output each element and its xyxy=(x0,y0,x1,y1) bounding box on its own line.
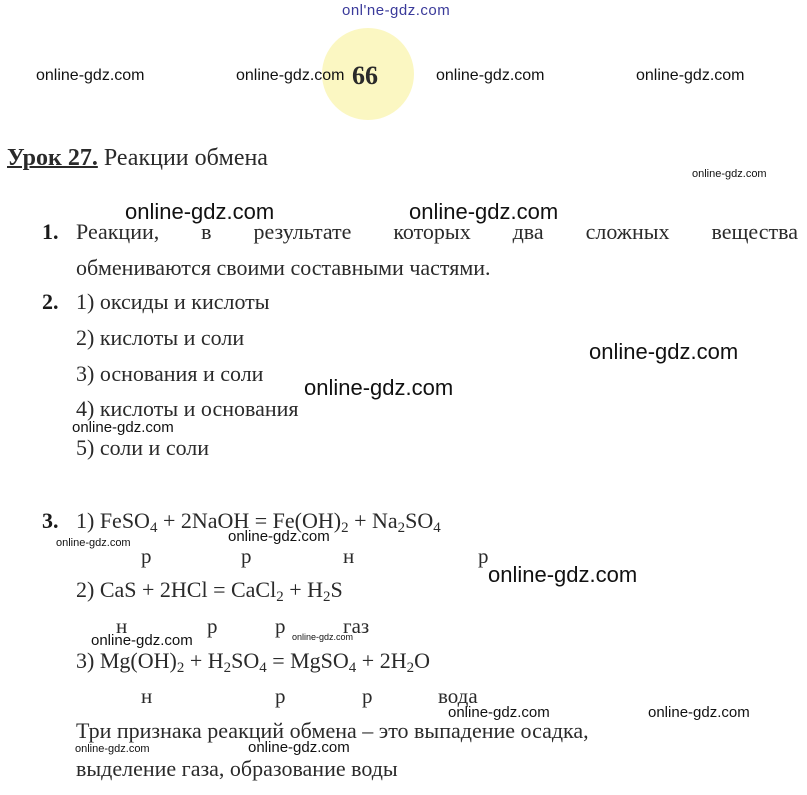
eq-subscript: 2 xyxy=(341,520,349,537)
eq-subscript: 2 xyxy=(323,589,331,606)
watermark: online-gdz.com xyxy=(125,199,275,224)
watermark: online-gdz.com xyxy=(409,199,559,224)
q2-item: 3) основания и соли xyxy=(76,361,264,386)
eq-text: S xyxy=(330,577,343,602)
conclusion-line: выделение газа, образование воды xyxy=(76,756,398,781)
eq3-label: р xyxy=(362,684,373,708)
watermark: online-gdz.com xyxy=(56,537,131,549)
watermark: online-gdz.com xyxy=(304,375,454,400)
eq-subscript: 4 xyxy=(149,520,158,537)
eq-subscript: 4 xyxy=(433,520,441,537)
watermark: online-gdz.com xyxy=(75,743,150,755)
eq-text: SO xyxy=(405,508,434,533)
eq2-label: р xyxy=(275,614,286,638)
q2-item: 1) оксиды и кислоты xyxy=(76,289,270,314)
watermark: online-gdz.com xyxy=(236,67,345,84)
page-number: 66 xyxy=(352,61,378,90)
q1-line2: обмениваются своими составными частями. xyxy=(76,255,491,280)
eq-subscript: 2 xyxy=(406,660,415,677)
watermark: online-gdz.com xyxy=(248,739,350,756)
eq-subscript: 2 xyxy=(223,660,232,677)
conclusion-line: Три признака реакций обмена – это выпадение осадка, xyxy=(76,718,589,743)
watermark: online-gdz.com xyxy=(589,339,739,364)
q1-word: результате xyxy=(253,219,352,244)
watermark-top: onl'ne-gdz.com xyxy=(342,2,451,19)
watermark: online-gdz.com xyxy=(636,67,745,84)
watermark: online-gdz.com xyxy=(436,67,545,84)
eq2-label: н xyxy=(116,614,128,638)
lesson-title: Реакции обмена xyxy=(103,145,268,171)
eq-text: 1) FeSO xyxy=(76,508,150,533)
q1-word: два xyxy=(512,219,544,244)
eq-subscript: 2 xyxy=(276,589,284,606)
q1-word: которых xyxy=(393,219,471,244)
eq-text: + H xyxy=(184,648,224,673)
eq2-label: газ xyxy=(343,614,370,638)
watermark: online-gdz.com xyxy=(692,168,767,180)
eq1-label: н xyxy=(343,544,355,568)
lesson-heading xyxy=(7,145,268,172)
watermark: online-gdz.com xyxy=(488,562,638,587)
q1-word: Реакции, xyxy=(76,219,160,244)
eq1-label: р xyxy=(478,544,489,568)
eq-text: + H xyxy=(283,577,323,602)
q3-number: 3. xyxy=(42,508,59,533)
eq-subscript: 4 xyxy=(259,660,267,677)
eq-subscript: 2 xyxy=(397,520,406,537)
eq2-label: р xyxy=(207,614,218,638)
eq-text: + 2NaOH = Fe(OH) xyxy=(157,508,342,533)
eq-subscript: 4 xyxy=(348,660,357,677)
eq-text: 3) Mg(OH) xyxy=(76,648,177,673)
watermark: online-gdz.com xyxy=(648,704,750,721)
q1-word: вещества xyxy=(711,219,798,244)
eq1-label: р xyxy=(141,544,152,568)
q1-word: сложных xyxy=(585,219,670,244)
eq1-label: р xyxy=(241,544,252,568)
q1-line1 xyxy=(76,219,798,245)
q2-item: 4) кислоты и основания xyxy=(76,396,299,421)
watermark: online-gdz.com xyxy=(36,67,145,84)
eq-text: SO xyxy=(231,648,260,673)
watermark: online-gdz.com xyxy=(91,632,193,649)
eq3-label: р xyxy=(275,684,286,708)
q2-number: 2. xyxy=(42,289,59,314)
watermark: online-gdz.com xyxy=(72,419,174,436)
q2-item: 5) соли и соли xyxy=(76,435,210,460)
lesson-label: Урок 27. xyxy=(7,145,98,171)
eq3-label: н xyxy=(141,684,153,708)
eq-subscript: 2 xyxy=(176,660,185,677)
watermark: online-gdz.com xyxy=(228,528,330,545)
q2-item: 2) кислоты и соли xyxy=(76,325,245,350)
eq-text: 2) CaS + 2HCl = CaCl xyxy=(76,577,277,602)
watermark: online-gdz.com xyxy=(448,704,550,721)
eq-text: + 2H xyxy=(356,648,407,673)
watermark: online-gdz.com xyxy=(292,632,354,642)
eq-text: + Na xyxy=(348,508,398,533)
eq-text: = MgSO xyxy=(266,648,349,673)
q1-word: в xyxy=(201,219,212,244)
equation-3 xyxy=(76,648,430,677)
equation-2 xyxy=(76,577,343,606)
eq-text: O xyxy=(414,648,430,673)
eq3-label: вода xyxy=(438,684,478,708)
q1-number: 1. xyxy=(42,219,59,244)
